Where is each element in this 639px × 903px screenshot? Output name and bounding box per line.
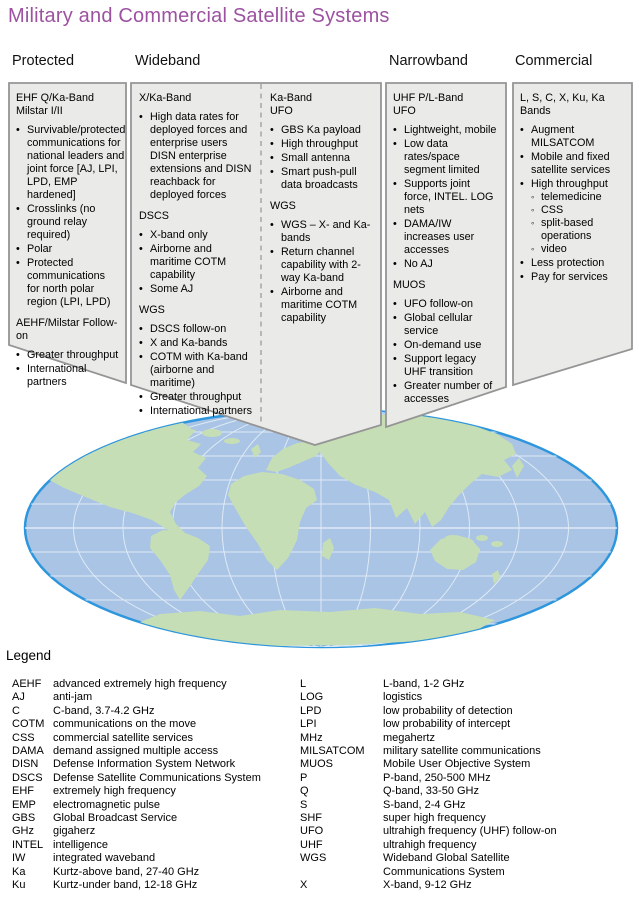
legend-row: [300, 785, 636, 798]
panel-header-line: UHF P/L-Band: [393, 92, 464, 104]
panel-section-header: [16, 92, 119, 118]
legend-definition: S-band, 2-4 GHz: [383, 798, 466, 811]
bullet-text: Airborne and maritime COTM capability: [281, 286, 358, 324]
bullet-text: Greater throughput: [27, 349, 119, 361]
sub-bullet-icon: ◦: [531, 205, 535, 216]
bullet-icon: •: [16, 124, 20, 136]
legend-row: [300, 758, 636, 771]
bullet-icon: •: [270, 246, 274, 258]
bullet-item: [16, 124, 126, 202]
legend-abbr: GHz: [12, 825, 34, 838]
bullet-text: Polar: [27, 243, 53, 255]
legend-row: [12, 852, 298, 865]
panel-section-header: [16, 317, 119, 343]
legend-definition: L-band, 1-2 GHz: [383, 678, 465, 690]
legend-row: [300, 772, 636, 785]
panel-header-line: WGS: [270, 200, 296, 212]
bullet-text: Lightweight, mobile: [404, 124, 497, 136]
legend-row: [12, 732, 298, 745]
panel-narrowband: [393, 92, 499, 406]
legend-row: [12, 758, 298, 771]
legend-abbr: IW: [12, 852, 26, 865]
legend-definition: extremely high frequency: [53, 785, 176, 798]
bullet-icon: •: [270, 286, 274, 298]
legend-abbr: C: [12, 704, 20, 717]
bullet-item: [139, 243, 253, 282]
legend-row: [300, 799, 636, 812]
bullet-item: [270, 286, 374, 325]
bullet-item: [139, 351, 253, 390]
bullet-text: Some AJ: [150, 283, 194, 295]
legend-row: [300, 718, 636, 731]
legend-abbr: EMP: [12, 798, 36, 811]
bullet-item: [270, 219, 374, 245]
sub-bullet-icon: ◦: [531, 244, 535, 255]
sub-bullet-text: CSS: [541, 204, 564, 216]
panel-section-header: [139, 210, 253, 223]
legend-abbr: AJ: [12, 691, 25, 704]
bullet-icon: •: [393, 138, 397, 150]
legend-definition: Q-band, 33-50 GHz: [383, 785, 479, 798]
bullet-text: Augment MILSATCOM: [531, 124, 595, 149]
legend-definition: Mobile User Objective System: [383, 758, 531, 771]
column-header-narrowband: Narrowband: [389, 53, 468, 69]
legend-definition: super high frequency: [383, 812, 486, 825]
legend-column-right: [300, 678, 636, 893]
panel-wideband-x-ka: [139, 92, 253, 418]
bullet-item: [393, 339, 499, 352]
legend-row: [300, 825, 636, 838]
sub-bullet-item: [531, 243, 626, 256]
bullet-icon: •: [520, 257, 524, 269]
panel-header-line: UFO: [270, 105, 293, 117]
panel-header-line: Milstar I/II: [16, 105, 63, 117]
bullet-item: [139, 391, 253, 404]
bullet-text: Global cellular service: [404, 312, 473, 337]
legend-definition: X-band, 9-12 GHz: [383, 879, 472, 892]
bullet-item: [393, 258, 499, 271]
sub-bullet-item: [531, 204, 626, 217]
bullet-icon: •: [270, 138, 274, 150]
bullet-text: UFO follow-on: [404, 298, 473, 310]
bullet-text: High throughput: [531, 178, 608, 190]
bullet-item: [16, 243, 119, 256]
bullet-item: [139, 323, 253, 336]
legend-definition: military satellite communications: [383, 745, 541, 758]
bullet-item: [139, 283, 253, 296]
bullet-icon: •: [16, 363, 20, 375]
panel-commercial: [520, 92, 626, 284]
bullet-item: [393, 218, 499, 257]
legend-row: [12, 799, 298, 812]
panel-protected: [16, 92, 126, 389]
bullet-item: [393, 312, 499, 338]
panel-header-line: Bands: [520, 105, 551, 117]
panel-header-line: Ka-Band: [270, 92, 313, 104]
legend-definition: megahertz: [383, 731, 435, 744]
legend-definition: advanced extremely high frequency: [53, 678, 227, 690]
arctic-island: [224, 438, 240, 444]
legend-abbr: MILSATCOM: [300, 745, 365, 758]
legend-definition: Global Broadcast Service: [53, 812, 178, 825]
world-map: [22, 409, 620, 647]
legend-row: [12, 745, 298, 758]
legend-definition: Wideband Global Satellite Communications System: [383, 852, 510, 878]
legend-abbr: L: [300, 678, 307, 690]
legend-row: [300, 812, 636, 825]
legend-abbr: S: [300, 798, 308, 811]
panel-header-line: L, S, C, X, Ku, Ka: [520, 92, 605, 104]
bullet-icon: •: [270, 124, 274, 136]
legend-definition: Defense Satellite Communications System: [53, 771, 261, 784]
bullet-item: [520, 151, 626, 177]
legend-row: [12, 718, 298, 731]
legend-definition: ultrahigh frequency (UHF) follow-on: [383, 825, 557, 838]
bullet-icon: •: [393, 178, 397, 190]
legend-row: [12, 825, 298, 838]
panel-header-line: DSCS: [139, 210, 169, 222]
legend-abbr: GBS: [12, 812, 36, 825]
legend-abbr: DAMA: [12, 745, 44, 758]
legend-heading: Legend: [6, 648, 52, 663]
sub-bullet-text: video: [541, 243, 567, 255]
bullet-icon: •: [520, 178, 524, 190]
sub-bullet-text: telemedicine: [541, 191, 602, 203]
bullet-icon: •: [393, 124, 397, 136]
bullet-icon: •: [520, 124, 524, 136]
panel-section-header: [139, 92, 253, 105]
legend-definition: integrated waveband: [53, 852, 156, 865]
indonesia-island: [491, 541, 503, 547]
antarctica: [128, 608, 495, 646]
legend-abbr: CSS: [12, 731, 35, 744]
panel-section-header: [393, 279, 499, 292]
bullet-text: On-demand use: [404, 339, 482, 351]
panel-section-header: [270, 200, 374, 213]
bullet-item: [139, 111, 253, 202]
sub-bullet-item: [531, 217, 626, 243]
legend-abbr: AEHF: [12, 678, 42, 690]
legend-abbr: LOG: [300, 691, 324, 704]
bullet-text: Less protection: [531, 257, 605, 269]
panel-section-header: [393, 92, 499, 118]
bullet-item: [520, 257, 626, 270]
legend-abbr: DISN: [12, 758, 39, 771]
legend-row: [12, 772, 298, 785]
bullet-item: [393, 380, 499, 406]
bullet-text: Greater throughput: [150, 391, 242, 403]
legend-definition: anti-jam: [53, 691, 93, 704]
bullet-text: Crosslinks (no ground relay required): [27, 203, 96, 241]
bullet-item: [393, 178, 499, 217]
legend-row: [12, 879, 298, 892]
bullet-item: [520, 271, 626, 284]
bullet-item: [16, 257, 119, 309]
legend-definition: ultrahigh frequency: [383, 838, 477, 851]
bullet-text: Survivable/protected communications for national leaders and joint force [AJ, LPI, LPD, EMP hardened]: [27, 124, 126, 201]
legend-row: [300, 879, 636, 892]
legend-definition: Kurtz-above band, 27-40 GHz: [53, 865, 200, 878]
bullet-item: [16, 203, 119, 242]
bullet-icon: •: [139, 391, 143, 403]
legend-row: [12, 678, 298, 691]
legend-definition: low probability of intercept: [383, 718, 511, 731]
legend-row: [300, 678, 636, 691]
bullet-icon: •: [139, 405, 143, 417]
legend-row: [12, 705, 298, 718]
legend-definition: intelligence: [53, 838, 109, 851]
bullet-text: X-band only: [150, 229, 208, 241]
panel-header-line: WGS: [139, 304, 165, 316]
legend-abbr: Ka: [12, 865, 26, 878]
panel-header-line: X/Ka-Band: [139, 92, 192, 104]
legend-definition: commercial satellite services: [53, 731, 193, 744]
bullet-icon: •: [16, 257, 20, 269]
panel-header-line: UFO: [393, 105, 416, 117]
legend-column-left: [12, 678, 298, 893]
legend-abbr: UHF: [300, 838, 323, 851]
legend-row: [300, 852, 636, 879]
panel-section-header: [139, 304, 253, 317]
column-header-protected: Protected: [12, 53, 75, 69]
page-title: Military and Commercial Satellite Systems: [8, 5, 390, 27]
bullet-text: International partners: [27, 363, 87, 388]
legend-row: [12, 839, 298, 852]
bullet-icon: •: [393, 218, 397, 230]
legend-row: [300, 745, 636, 758]
panel-header-line: EHF Q/Ka-Band: [16, 92, 95, 104]
legend-abbr: X: [300, 879, 308, 892]
bullet-text: DAMA/IW increases user accesses: [404, 218, 475, 256]
legend-abbr: MHz: [300, 731, 323, 744]
legend-row: [300, 839, 636, 852]
bullet-icon: •: [520, 271, 524, 283]
bullet-text: X and Ka-bands: [150, 337, 228, 349]
bullet-icon: •: [139, 229, 143, 241]
bullet-icon: •: [393, 353, 397, 365]
legend-row: [300, 705, 636, 718]
bullet-text: Supports joint force, INTEL. LOG nets: [404, 178, 494, 216]
bullet-item: [520, 124, 626, 150]
bullet-text: GBS Ka payload: [281, 124, 361, 136]
panel-section-header: [520, 92, 626, 118]
bullet-item: [270, 166, 374, 192]
legend-row: [300, 691, 636, 704]
bullet-item: [270, 246, 374, 285]
arctic-island: [202, 429, 222, 437]
bullet-icon: •: [270, 166, 274, 178]
legend-definition: communications on the move: [53, 718, 197, 731]
legend-row: [12, 785, 298, 798]
bullet-icon: •: [139, 243, 143, 255]
legend-abbr: EHF: [12, 785, 34, 798]
legend-definition: Defense Information System Network: [53, 758, 236, 771]
bullet-icon: •: [16, 203, 20, 215]
bullet-text: Protected communications for north polar region (LPI, LPD): [27, 257, 111, 308]
bullet-text: High data rates for deployed forces and enterprise users DISN enterprise extensions and DISN reachback for deployed forces: [150, 111, 252, 201]
legend-abbr: SHF: [300, 812, 322, 825]
legend-abbr: INTEL: [12, 838, 44, 851]
bullet-icon: •: [139, 323, 143, 335]
bullet-text: International partners: [150, 405, 253, 417]
legend-definition: P-band, 250-500 MHz: [383, 771, 491, 784]
panel-wideband-ka-ufo: [270, 92, 374, 325]
sub-bullet-item: [531, 191, 626, 204]
column-header-wideband: Wideband: [135, 53, 201, 69]
bullet-item: [270, 124, 374, 137]
bullet-icon: •: [139, 337, 143, 349]
bullet-item: [270, 138, 374, 151]
bullet-text: Pay for services: [531, 271, 608, 283]
bullet-item: [16, 363, 119, 389]
legend-row: [12, 691, 298, 704]
bullet-text: COTM with Ka-band (airborne and maritime): [150, 351, 248, 389]
bullet-text: Smart push-pull data broadcasts: [281, 166, 358, 191]
bullet-item: [393, 353, 499, 379]
bullet-text: High throughput: [281, 138, 358, 150]
legend-abbr: COTM: [12, 718, 45, 731]
legend-abbr: WGS: [300, 852, 327, 865]
bullet-text: Return channel capability with 2-way Ka-band: [281, 246, 361, 284]
legend-abbr: UFO: [300, 825, 324, 838]
legend-abbr: DSCS: [12, 771, 43, 784]
legend-abbr: Q: [300, 785, 309, 798]
panel-header-line: MUOS: [393, 279, 426, 291]
bullet-item: [393, 124, 499, 137]
bullet-item: [393, 298, 499, 311]
bullet-item: [139, 337, 253, 350]
column-header-commercial: Commercial: [515, 53, 593, 69]
legend-abbr: MUOS: [300, 758, 333, 771]
bullet-icon: •: [270, 219, 274, 231]
bullet-item: [139, 405, 253, 418]
legend-row: [12, 866, 298, 879]
bullet-item: [393, 138, 499, 177]
bullet-icon: •: [16, 243, 20, 255]
bullet-text: Airborne and maritime COTM capability: [150, 243, 227, 281]
bullet-icon: •: [393, 312, 397, 324]
sub-bullet-icon: ◦: [531, 192, 535, 203]
sub-bullet-text: split-based operations: [541, 217, 594, 242]
bullet-text: Support legacy UHF transition: [404, 353, 477, 378]
bullet-icon: •: [16, 349, 20, 361]
bullet-icon: •: [393, 380, 397, 392]
bullet-item: [16, 349, 119, 362]
sub-bullet-icon: ◦: [531, 218, 535, 229]
legend-abbr: Ku: [12, 879, 26, 892]
legend-definition: demand assigned multiple access: [53, 745, 219, 758]
bullet-icon: •: [139, 351, 143, 363]
legend-row: [300, 732, 636, 745]
legend-abbr: P: [300, 771, 308, 784]
bullet-item: [270, 152, 374, 165]
bullet-icon: •: [393, 339, 397, 351]
bullet-text: No AJ: [404, 258, 433, 270]
legend-abbr: LPD: [300, 704, 322, 717]
bullet-icon: •: [270, 152, 274, 164]
legend-definition: C-band, 3.7-4.2 GHz: [53, 704, 155, 717]
bullet-text: DSCS follow-on: [150, 323, 227, 335]
legend-definition: logistics: [383, 691, 423, 704]
legend-definition: Kurtz-under band, 12-18 GHz: [53, 879, 198, 892]
bullet-item: [520, 178, 626, 191]
legend-definition: gigaherz: [53, 825, 96, 838]
bullet-icon: •: [393, 258, 397, 270]
panel-header-line: AEHF/Milstar Follow-on: [16, 317, 118, 342]
bullet-icon: •: [393, 298, 397, 310]
legend-abbr: LPI: [300, 718, 317, 731]
bullet-item: [139, 229, 253, 242]
legend-definition: low probability of detection: [383, 704, 513, 717]
bullet-text: Small antenna: [281, 152, 351, 164]
legend-row: [12, 812, 298, 825]
bullet-text: Greater number of accesses: [404, 380, 493, 405]
bullet-icon: •: [139, 111, 143, 123]
indonesia-island: [476, 535, 488, 541]
legend-definition: electromagnetic pulse: [53, 798, 161, 811]
bullet-text: Mobile and fixed satellite services: [531, 151, 611, 176]
bullet-icon: •: [520, 151, 524, 163]
bullet-icon: •: [139, 283, 143, 295]
bullet-text: WGS – X- and Ka-bands: [281, 219, 371, 244]
bullet-text: Low data rates/space segment limited: [404, 138, 480, 176]
panel-section-header: [270, 92, 374, 118]
